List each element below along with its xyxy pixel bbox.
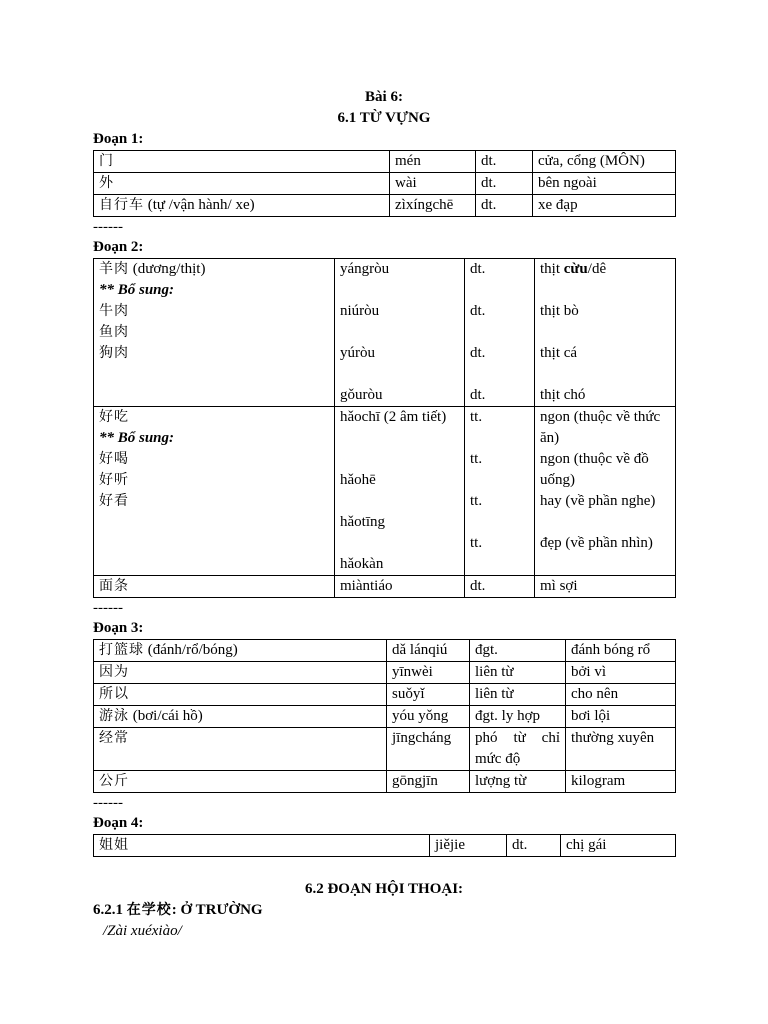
pos-cell: đgt. ly hợp [470, 706, 566, 728]
meaning-cell: xe đạp [533, 195, 676, 217]
pos-cell: đgt. [470, 640, 566, 662]
table-row [94, 684, 676, 706]
hanzi-cell: 因为 [94, 662, 387, 684]
pinyin-cell: zìxíngchē [390, 195, 476, 217]
pinyin-cell: jiějie [430, 835, 507, 857]
dialogue-pinyin: /Zài xuéxiào/ [103, 923, 182, 939]
lesson-title: Bài 6: [365, 89, 403, 105]
hanzi-cell: 外 [94, 173, 390, 195]
pinyin-cell: miàntiáo [335, 576, 465, 598]
doan2-label: Đoạn 2: [93, 239, 144, 255]
hanzi-cell: 游泳 (bơi/cái hồ) [94, 706, 387, 728]
meaning-cell: thịt cừu/dê thịt bò thịt cá thịt chó [535, 259, 676, 407]
doan3-label: Đoạn 3: [93, 620, 144, 636]
dialogue-subtitle: 6.2.1 在学校: Ở TRƯỜNG [93, 902, 263, 918]
meaning-cell: bên ngoài [533, 173, 676, 195]
meaning-cell: mì sợi [535, 576, 676, 598]
pinyin-cell: yīnwèi [387, 662, 470, 684]
pinyin-cell: yóu yǒng [387, 706, 470, 728]
pinyin-cell: dǎ lánqiú [387, 640, 470, 662]
separator: ------ [93, 600, 123, 616]
meaning-cell: chị gái [561, 835, 676, 857]
separator: ------ [93, 219, 123, 235]
pinyin-cell: wài [390, 173, 476, 195]
table-row [94, 771, 676, 793]
supplement-label: ** Bổ sung: [99, 430, 175, 446]
pos-cell: lượng từ [470, 771, 566, 793]
doan1-label: Đoạn 1: [93, 131, 144, 147]
pos-cell: liên từ [470, 662, 566, 684]
pinyin-cell: gōngjīn [387, 771, 470, 793]
table-row [94, 407, 676, 576]
separator: ------ [93, 795, 123, 811]
pos-cell: dt. [476, 151, 533, 173]
pos-cell: dt. [465, 576, 535, 598]
pinyin-cell: jīngcháng [387, 728, 470, 771]
doan4-label: Đoạn 4: [93, 815, 144, 831]
pinyin-cell: suǒyǐ [387, 684, 470, 706]
pos-cell: liên từ [470, 684, 566, 706]
meaning-cell: đánh bóng rổ [566, 640, 676, 662]
table-row [94, 173, 676, 195]
table-row [94, 728, 676, 771]
doan4-table [93, 834, 676, 857]
supplement-label: ** Bổ sung: [99, 282, 175, 298]
hanzi-cell: 姐姐 [94, 835, 430, 857]
table-row [94, 151, 676, 173]
pinyin-cell: mén [390, 151, 476, 173]
doan2-table [93, 258, 676, 598]
table-row [94, 706, 676, 728]
document-page [93, 87, 675, 942]
pinyin-cell: yángròu niúròu yúròu gǒuròu [335, 259, 465, 407]
pos-cell: dt. [476, 173, 533, 195]
pos-cell: phó từ chỉ mức độ [470, 728, 566, 771]
hanzi-cell: 面条 [94, 576, 335, 598]
doan1-table [93, 150, 676, 217]
hanzi-cell: 自行车 (tự /vận hành/ xe) [94, 195, 390, 217]
table-row [94, 662, 676, 684]
pos-cell: dt. [507, 835, 561, 857]
hanzi-cell: 好吃 ** Bổ sung: 好喝 好听 好看 [94, 407, 335, 576]
hanzi-cell: 所以 [94, 684, 387, 706]
hanzi-cell: 打篮球 (đánh/rổ/bóng) [94, 640, 387, 662]
meaning-cell: bơi lội [566, 706, 676, 728]
hanzi-cell: 公斤 [94, 771, 387, 793]
pos-cell: dt. dt. dt. dt. [465, 259, 535, 407]
section-title-dialogue: 6.2 ĐOẠN HỘI THOẠI: [304, 881, 464, 897]
meaning-cell: cửa, cổng (MÔN) [533, 151, 676, 173]
table-row [94, 259, 676, 407]
table-row [94, 195, 676, 217]
doan3-table [93, 639, 676, 793]
hanzi-cell: 门 [94, 151, 390, 173]
meaning-cell: thường xuyên [566, 728, 676, 771]
meaning-cell: ngon (thuộc về thức ăn) ngon (thuộc về đồ uống) hay (về phần nghe) đẹp (về phần nhìn) [535, 407, 676, 576]
meaning-cell: bởi vì [566, 662, 676, 684]
pinyin-cell: hǎochī (2 âm tiết) hǎohē hǎotīng hǎokàn [335, 407, 465, 576]
meaning-cell: cho nên [566, 684, 676, 706]
table-row [94, 576, 676, 598]
meaning-cell: kilogram [566, 771, 676, 793]
pos-cell: dt. [476, 195, 533, 217]
pos-cell: tt. tt. tt. tt. [465, 407, 535, 576]
table-row [94, 640, 676, 662]
hanzi-cell: 羊肉 (dương/thịt) ** Bổ sung: 牛肉 鱼肉 狗肉 [94, 259, 335, 407]
table-row [94, 835, 676, 857]
hanzi-cell: 经常 [94, 728, 387, 771]
section-title-vocabulary: 6.1 TỪ VỰNG [337, 110, 431, 126]
